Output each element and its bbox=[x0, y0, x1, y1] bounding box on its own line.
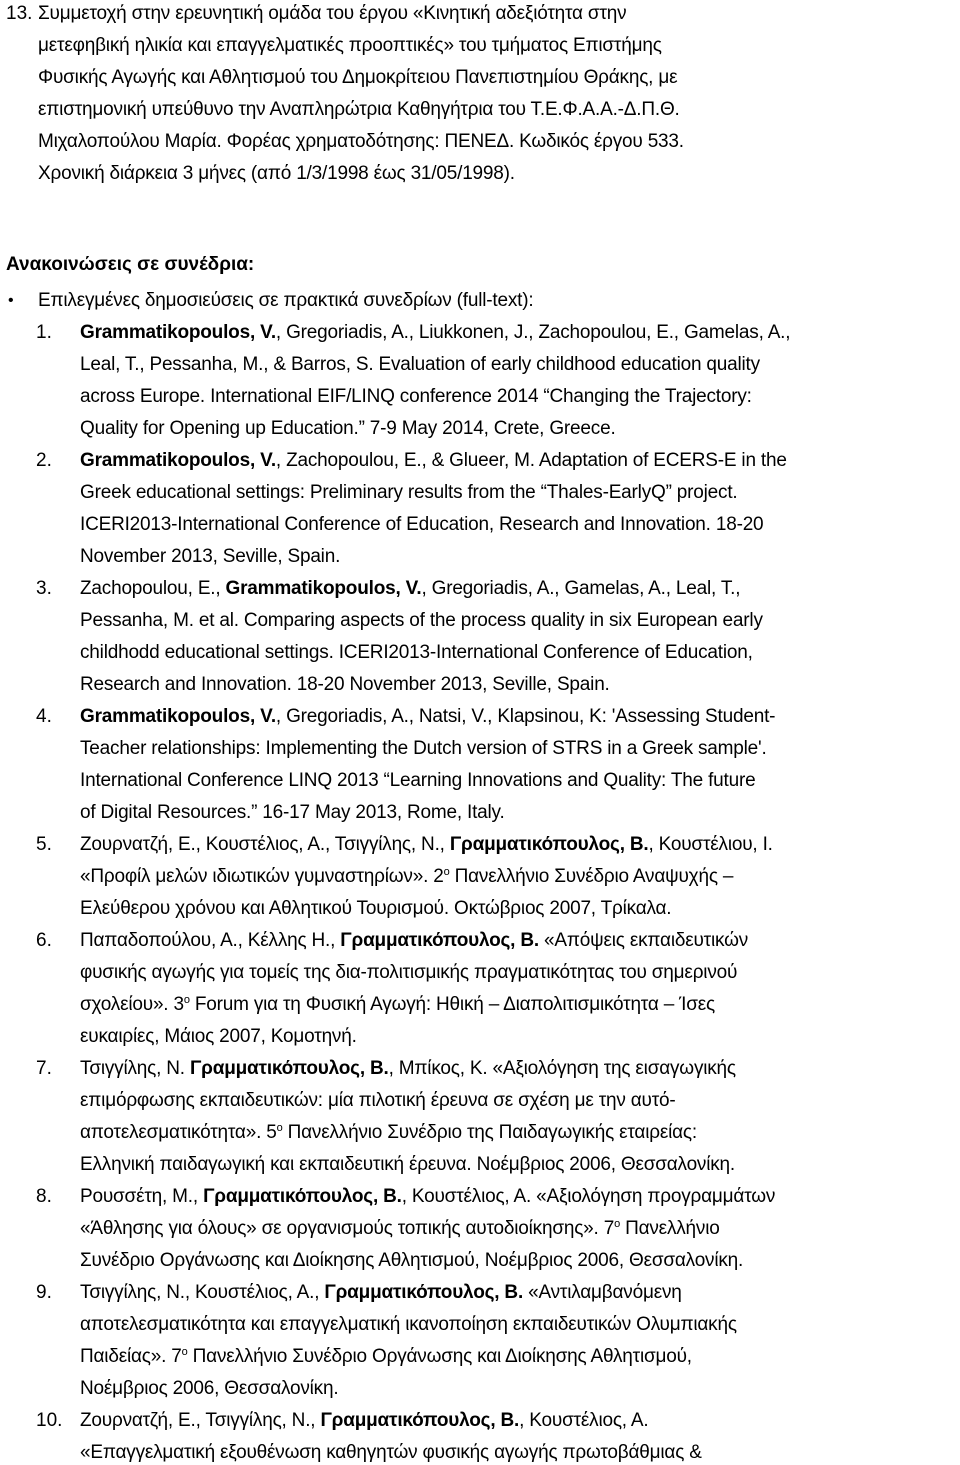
reference-number: 1. bbox=[36, 322, 52, 343]
reference-line bbox=[80, 769, 755, 793]
reference-text: «Επαγγελματική εξουθένωση καθηγητών φυσικής αγωγής πρωτοβάθμιας & bbox=[80, 1442, 702, 1463]
ordinal-superscript: ο bbox=[181, 1346, 188, 1358]
reference-text: «Προφίλ μελών ιδιωτικών γυμναστηρίων». 2 bbox=[80, 866, 444, 887]
reference-line bbox=[80, 737, 767, 761]
reference-text: «Αντιλαμβανόμενη bbox=[523, 1282, 682, 1303]
reference-line bbox=[80, 449, 787, 473]
reference-text: αποτελεσματικότητα». 5 bbox=[80, 1122, 277, 1143]
reference-text: Research and Innovation. 18-20 November 2013, Seville, Spain. bbox=[80, 674, 610, 695]
item-13-number: 13. bbox=[6, 3, 33, 24]
reference-line bbox=[80, 545, 340, 569]
reference-text: , Gregoriadis, A., Gamelas, A., Leal, T., bbox=[421, 578, 741, 599]
reference-number: 3. bbox=[36, 578, 52, 599]
reference-line bbox=[80, 481, 738, 505]
reference-text: Παιδείας». 7 bbox=[80, 1346, 182, 1367]
reference-text: φυσικής αγωγής για τομείς της δια-πολιτισμικής πραγματικότητας του σημερινού bbox=[80, 962, 738, 983]
reference-text: σχολείου». 3 bbox=[80, 994, 184, 1015]
reference-text: Pessanha, M. et al. Comparing aspects of the process quality in six European early bbox=[80, 610, 763, 631]
reference-text: Νοέμβριος 2006, Θεσσαλονίκη. bbox=[80, 1378, 339, 1399]
reference-text: Forum για τη Φυσική Αγωγή: Ηθική – Διαπολιτισμικότητα – Ίσες bbox=[189, 994, 716, 1015]
reference-text: Πανελλήνιο bbox=[620, 1218, 720, 1239]
bullet-icon: • bbox=[8, 292, 14, 309]
reference-text: , Gregoriadis, A., Natsi, V., Klapsinou, K: 'Assessing Student- bbox=[275, 706, 776, 727]
author-highlight: Grammatikopoulos, V. bbox=[80, 322, 276, 343]
reference-text: «Άθλησης για όλους» σε οργανισμούς τοπικής αυτοδιοίκησης». 7 bbox=[80, 1218, 615, 1239]
reference-line bbox=[80, 961, 737, 985]
reference-text: , Κουστέλιου, Ι. bbox=[648, 834, 773, 855]
reference-line bbox=[80, 353, 760, 377]
reference-text: αποτελεσματικότητα και επαγγελματική ικανοποίηση εκπαιδευτικών Ολυμπιακής bbox=[80, 1314, 737, 1335]
reference-text: November 2013, Seville, Spain. bbox=[80, 546, 341, 567]
reference-line bbox=[80, 1345, 692, 1369]
reference-text: Πανελλήνιο Συνέδριο Αναψυχής – bbox=[449, 866, 734, 887]
reference-number: 5. bbox=[36, 834, 52, 855]
ordinal-superscript: ο bbox=[443, 866, 450, 878]
reference-line bbox=[80, 1377, 338, 1401]
reference-text: Teacher relationships: Implementing the Dutch version of STRS in a Greek sample'. bbox=[80, 738, 767, 759]
reference-text: , Κουστέλιος, Α. bbox=[519, 1410, 649, 1431]
reference-text: , Gregoriadis, A., Liukkonen, J., Zachopoulou, E., Gamelas, A., bbox=[275, 322, 791, 343]
reference-text: ευκαιρίες, Μάιος 2007, Κομοτηνή. bbox=[80, 1026, 357, 1047]
reference-line bbox=[80, 993, 715, 1017]
reference-line bbox=[80, 1025, 357, 1049]
reference-text: , Μπίκος, Κ. «Αξιολόγηση της εισαγωγικής bbox=[388, 1058, 736, 1079]
reference-line bbox=[80, 321, 790, 345]
reference-text: International Conference LINQ 2013 “Learning Innovations and Quality: The future bbox=[80, 770, 756, 791]
reference-line bbox=[80, 1409, 648, 1433]
reference-line bbox=[80, 1153, 735, 1177]
reference-text: Ρουσσέτη, Μ., bbox=[80, 1186, 204, 1207]
reference-text: Leal, T., Pessanha, M., & Barros, S. Evaluation of early childhood education quality bbox=[80, 354, 760, 375]
reference-text: Ζουρνατζή, Ε., Τσιγγίλης, Ν., bbox=[80, 1410, 321, 1431]
reference-text: childhodd educational settings. ICERI2013-International Conference of Education, bbox=[80, 642, 753, 663]
section-heading: Ανακοινώσεις σε συνέδρια: bbox=[6, 254, 255, 275]
reference-text: , Κουστέλιος, Α. «Αξιολόγηση προγραμμάτων bbox=[401, 1186, 776, 1207]
reference-text: «Απόψεις εκπαιδευτικών bbox=[538, 930, 749, 951]
bullet-text: Επιλεγμένες δημοσιεύσεις σε πρακτικά συνεδρίων (full-text): bbox=[38, 290, 534, 311]
reference-text: of Digital Resources.” 16-17 May 2013, Rome, Italy. bbox=[80, 802, 505, 823]
reference-text: Πανελλήνιο Συνέδριο Οργάνωσης και Διοίκησης Αθλητισμού, bbox=[187, 1346, 692, 1367]
reference-line bbox=[80, 1121, 697, 1145]
reference-text: Zachopoulou, E., bbox=[80, 578, 226, 599]
author-highlight: Γραμματικόπουλος, Β. bbox=[320, 1410, 520, 1431]
reference-line bbox=[80, 833, 773, 857]
reference-text: Ελληνική παιδαγωγική και εκπαιδευτική έρευνα. Νοέμβριος 2006, Θεσσαλονίκη. bbox=[80, 1154, 735, 1175]
reference-number: 7. bbox=[36, 1058, 52, 1079]
author-highlight: Γραμματικόπουλος, Β. bbox=[324, 1282, 524, 1303]
reference-number: 10. bbox=[36, 1410, 63, 1431]
reference-text: Παπαδοπούλου, Α., Κέλλης Η., bbox=[80, 930, 341, 951]
reference-line bbox=[80, 417, 616, 441]
reference-line bbox=[80, 609, 763, 633]
reference-number: 2. bbox=[36, 450, 52, 471]
reference-number: 4. bbox=[36, 706, 52, 727]
reference-text: Τσιγγίλης, Ν., Κουστέλιος, Α., bbox=[80, 1282, 325, 1303]
reference-number: 6. bbox=[36, 930, 52, 951]
reference-line bbox=[80, 1217, 720, 1241]
item-13-line: Συμμετοχή στην ερευνητική ομάδα του έργου «Κινητική αδεξιότητα στην bbox=[38, 3, 627, 24]
item-13-line: επιστημονική υπεύθυνο την Αναπληρώτρια Καθηγήτρια του Τ.Ε.Φ.Α.Α.-Δ.Π.Θ. bbox=[38, 99, 680, 120]
reference-text: Συνέδριο Οργάνωσης και Διοίκησης Αθλητισμού, Νοέμβριος 2006, Θεσσαλονίκη. bbox=[80, 1250, 744, 1271]
ordinal-superscript: ο bbox=[183, 994, 190, 1006]
item-13-line: Χρονική διάρκεια 3 μήνες (από 1/3/1998 έως 31/05/1998). bbox=[38, 163, 515, 184]
reference-text: Τσιγγίλης, Ν. bbox=[80, 1058, 190, 1079]
reference-line bbox=[80, 1185, 775, 1209]
reference-line bbox=[80, 1441, 702, 1465]
author-highlight: Grammatikopoulos, V. bbox=[80, 450, 276, 471]
author-highlight: Γραμματικόπουλος, Β. bbox=[189, 1058, 389, 1079]
reference-text: ICERI2013-International Conference of Education, Research and Innovation. 18-20 bbox=[80, 514, 764, 535]
reference-text: Πανελλήνιο Συνέδριο της Παιδαγωγικής εταιρείας: bbox=[282, 1122, 697, 1143]
reference-line bbox=[80, 1281, 682, 1305]
ordinal-superscript: ο bbox=[276, 1122, 283, 1134]
author-highlight: Γραμματικόπουλος, Β. bbox=[203, 1186, 402, 1207]
reference-line bbox=[80, 385, 752, 409]
reference-text: Ελεύθερου χρόνου και Αθλητικού Τουρισμού. Οκτώβριος 2007, Τρίκαλα. bbox=[80, 898, 672, 919]
author-highlight: Γραμματικόπουλος, Β. bbox=[340, 930, 539, 951]
reference-line bbox=[80, 1249, 743, 1273]
item-13-line: μετεφηβική ηλικία και επαγγελματικές προοπτικές» του τμήματος Επιστήμης bbox=[38, 35, 662, 56]
reference-line bbox=[80, 865, 733, 889]
reference-line bbox=[80, 897, 671, 921]
item-13-line: Μιχαλοπούλου Μαρία. Φορέας χρηματοδότησης: ΠΕΝΕΔ. Κωδικός έργου 533. bbox=[38, 131, 684, 152]
reference-text: Greek educational settings: Preliminary results from the “Thales-EarlyQ” project. bbox=[80, 482, 738, 503]
reference-text: , Zachopoulou, E., & Glueer, M. Adaptation of ECERS-E in the bbox=[275, 450, 787, 471]
reference-line bbox=[80, 641, 753, 665]
author-highlight: Grammatikopoulos, V. bbox=[80, 706, 276, 727]
reference-line bbox=[80, 929, 748, 953]
reference-line bbox=[80, 1313, 737, 1337]
author-highlight: Grammatikopoulos, V. bbox=[225, 578, 422, 599]
reference-line bbox=[80, 673, 610, 697]
reference-number: 9. bbox=[36, 1282, 52, 1303]
reference-text: επιμόρφωσης εκπαιδευτικών: μία πιλοτική έρευνα σε σχέση με την αυτό- bbox=[80, 1090, 676, 1111]
reference-line bbox=[80, 1089, 676, 1113]
reference-text: across Europe. International EIF/LINQ conference 2014 “Changing the Trajectory: bbox=[80, 386, 752, 407]
reference-line bbox=[80, 577, 740, 601]
item-13-line: Φυσικής Αγωγής και Αθλητισμού του Δημοκρίτειου Πανεπιστημίου Θράκης, με bbox=[38, 67, 678, 88]
reference-number: 8. bbox=[36, 1186, 52, 1207]
reference-line bbox=[80, 1057, 736, 1081]
reference-line bbox=[80, 801, 505, 825]
author-highlight: Γραμματικόπουλος, Β. bbox=[449, 834, 649, 855]
reference-line bbox=[80, 705, 775, 729]
ordinal-superscript: ο bbox=[614, 1218, 620, 1230]
reference-text: Quality for Opening up Education.” 7-9 May 2014, Crete, Greece. bbox=[80, 418, 616, 439]
reference-line bbox=[80, 513, 763, 537]
reference-text: Ζουρνατζή, Ε., Κουστέλιος, Α., Τσιγγίλης, Ν., bbox=[80, 834, 450, 855]
